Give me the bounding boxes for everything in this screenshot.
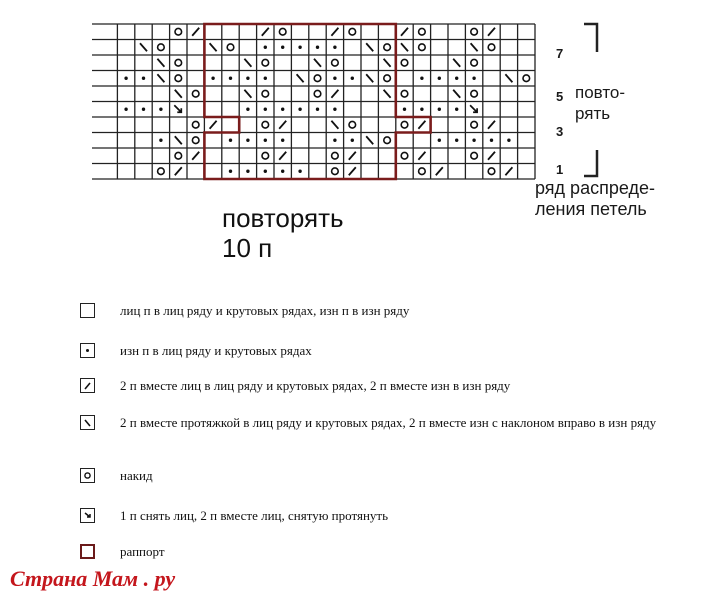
purl-dot — [246, 77, 249, 80]
purl-dot — [333, 46, 336, 49]
yarn-over-circle — [192, 90, 199, 97]
yarn-over-circle — [401, 59, 408, 66]
rapport-icon — [80, 544, 95, 559]
yarn-over-circle — [384, 75, 391, 82]
purl-dot — [264, 77, 267, 80]
purl-dot — [438, 108, 441, 111]
yarn-over-circle — [262, 90, 269, 97]
ssk-backslash — [244, 59, 251, 67]
yarn-over-circle — [332, 152, 339, 159]
k2tog-slash — [279, 152, 286, 160]
repeat-stitches-label — [222, 203, 344, 263]
sk2p-arrow — [470, 105, 477, 112]
yarn-over-circle — [314, 90, 321, 97]
slash-left-icon — [80, 415, 95, 430]
yarn-over-circle — [279, 28, 286, 35]
ssk-backslash — [157, 74, 164, 82]
dot-icon — [80, 343, 95, 358]
yarn-over-circle — [488, 168, 495, 175]
purl-dot — [316, 46, 319, 49]
ssk-backslash — [384, 90, 391, 98]
purl-dot — [507, 139, 510, 142]
yarn-over-circle — [175, 59, 182, 66]
repeat-bracket-top — [584, 24, 597, 52]
yarn-over-circle — [158, 168, 165, 175]
k2tog-slash — [331, 90, 338, 98]
legend-text: накид — [120, 468, 153, 483]
yarn-over-circle — [488, 44, 495, 51]
yarn-over-circle — [314, 75, 321, 82]
circle-icon — [80, 468, 95, 483]
ssk-backslash — [210, 43, 217, 51]
k2tog-slash — [175, 167, 182, 175]
k2tog-slash — [349, 152, 356, 160]
purl-dot — [159, 139, 162, 142]
yarn-over-circle — [419, 44, 426, 51]
repeat-rows-label: повто- рять — [575, 83, 626, 123]
purl-dot — [264, 170, 267, 173]
yarn-over-circle — [471, 28, 478, 35]
yarn-over-circle — [401, 121, 408, 128]
k2tog-slash — [192, 152, 199, 160]
purl-dot — [351, 77, 354, 80]
purl-dot — [351, 139, 354, 142]
ssk-backslash — [140, 43, 147, 51]
knitting-chart — [0, 0, 706, 300]
repeat-bracket-bottom — [584, 150, 597, 176]
yarn-over-circle — [419, 168, 426, 175]
ssk-backslash — [453, 90, 460, 98]
legend-text: 2 п вместе лиц в лиц ряду и крутовых рядах, 2 п вместе изн в изн ряду — [120, 378, 511, 393]
k2tog-slash — [401, 28, 408, 36]
purl-dot — [490, 139, 493, 142]
legend-text: 1 п снять лиц, 2 п вместе лиц, снятую протянуть — [120, 508, 389, 523]
purl-dot — [455, 77, 458, 80]
ssk-backslash — [505, 74, 512, 82]
purl-dot — [264, 108, 267, 111]
row-number-7: 7 — [556, 46, 564, 61]
k2tog-slash — [262, 28, 269, 36]
ssk-backslash — [175, 90, 182, 98]
yarn-over-circle — [192, 121, 199, 128]
k2tog-slash — [488, 152, 495, 160]
yarn-over-circle — [175, 75, 182, 82]
purl-dot — [455, 108, 458, 111]
legend-text: лиц п в лиц ряду и крутовых рядах, изн п в изн ряду — [120, 303, 410, 318]
purl-dot — [124, 77, 127, 80]
yarn-over-circle — [384, 137, 391, 144]
purl-dot — [159, 108, 162, 111]
yarn-over-circle — [158, 44, 165, 51]
k2tog-slash — [418, 121, 425, 129]
ssk-backslash — [366, 43, 373, 51]
ssk-backslash — [471, 43, 478, 51]
legend-text: 2 п вместе протяжкой в лиц ряду и крутовых рядах, 2 п вместе изн с наклоном вправо в изн ряду — [120, 415, 657, 430]
purl-dot — [229, 77, 232, 80]
yarn-over-circle — [349, 28, 356, 35]
purl-dot — [246, 108, 249, 111]
k2tog-slash — [418, 152, 425, 160]
repeat-label-line2: 10 п — [222, 233, 273, 263]
purl-dot — [142, 77, 145, 80]
ssk-backslash — [244, 90, 251, 98]
yarn-over-circle — [175, 28, 182, 35]
purl-dot — [298, 46, 301, 49]
ssk-backslash — [366, 74, 373, 82]
purl-dot — [264, 139, 267, 142]
purl-dot — [333, 139, 336, 142]
purl-dot — [420, 108, 423, 111]
yarn-over-circle — [384, 44, 391, 51]
ssk-backslash — [366, 136, 373, 144]
k2tog-slash — [436, 167, 443, 175]
arrow-icon — [80, 508, 95, 523]
ssk-backslash — [157, 59, 164, 67]
slash-right-icon — [80, 378, 95, 393]
watermark-logo: Страна Мам . ру — [10, 566, 176, 591]
ssk-backslash — [314, 59, 321, 67]
purl-dot — [316, 108, 319, 111]
purl-dot — [281, 139, 284, 142]
k2tog-slash — [488, 121, 495, 129]
purl-dot — [229, 139, 232, 142]
yarn-over-circle — [227, 44, 234, 51]
purl-dot — [472, 139, 475, 142]
cast-on-row-label: ряд распреде- ления петель — [535, 178, 655, 219]
yarn-over-circle — [262, 59, 269, 66]
purl-dot — [333, 108, 336, 111]
yarn-over-circle — [349, 121, 356, 128]
repeat-label-line1: повторять — [222, 203, 344, 233]
purl-dot — [403, 108, 406, 111]
row-number-1: 1 — [556, 162, 564, 177]
purl-dot — [229, 170, 232, 173]
purl-dot — [472, 77, 475, 80]
ssk-backslash — [384, 59, 391, 67]
purl-dot — [298, 170, 301, 173]
purl-dot — [246, 170, 249, 173]
ssk-backslash — [453, 59, 460, 67]
purl-dot — [420, 77, 423, 80]
k2tog-slash — [349, 167, 356, 175]
purl-dot — [298, 108, 301, 111]
yarn-over-circle — [471, 90, 478, 97]
row-number-5: 5 — [556, 89, 564, 104]
purl-dot — [246, 139, 249, 142]
yarn-over-circle — [332, 168, 339, 175]
purl-dot — [142, 108, 145, 111]
purl-dot — [264, 46, 267, 49]
purl-dot — [281, 170, 284, 173]
yarn-over-circle — [523, 75, 530, 82]
k2tog-slash — [192, 28, 199, 36]
purl-dot — [124, 108, 127, 111]
empty-square-icon — [80, 303, 95, 318]
yarn-over-circle — [262, 121, 269, 128]
ssk-backslash — [297, 74, 304, 82]
purl-dot — [438, 77, 441, 80]
yarn-over-circle — [401, 90, 408, 97]
yarn-over-circle — [262, 152, 269, 159]
k2tog-slash — [505, 167, 512, 175]
yarn-over-circle — [192, 137, 199, 144]
sk2p-arrow — [174, 105, 181, 112]
k2tog-slash — [488, 28, 495, 36]
ssk-backslash — [331, 121, 338, 129]
legend-text: раппорт — [120, 544, 165, 559]
k2tog-slash — [210, 121, 217, 129]
purl-dot — [333, 77, 336, 80]
yarn-over-circle — [332, 59, 339, 66]
legend-text: изн п в лиц ряду и крутовых рядах — [120, 343, 312, 358]
yarn-over-circle — [471, 59, 478, 66]
yarn-over-circle — [401, 152, 408, 159]
yarn-over-circle — [175, 152, 182, 159]
purl-dot — [281, 46, 284, 49]
row-number-3: 3 — [556, 124, 564, 139]
yarn-over-circle — [471, 121, 478, 128]
purl-dot — [281, 108, 284, 111]
purl-dot — [438, 139, 441, 142]
purl-dot — [455, 139, 458, 142]
k2tog-slash — [279, 121, 286, 129]
yarn-over-circle — [471, 152, 478, 159]
k2tog-slash — [331, 28, 338, 36]
ssk-backslash — [175, 136, 182, 144]
purl-dot — [211, 77, 214, 80]
yarn-over-circle — [419, 28, 426, 35]
ssk-backslash — [401, 43, 408, 51]
